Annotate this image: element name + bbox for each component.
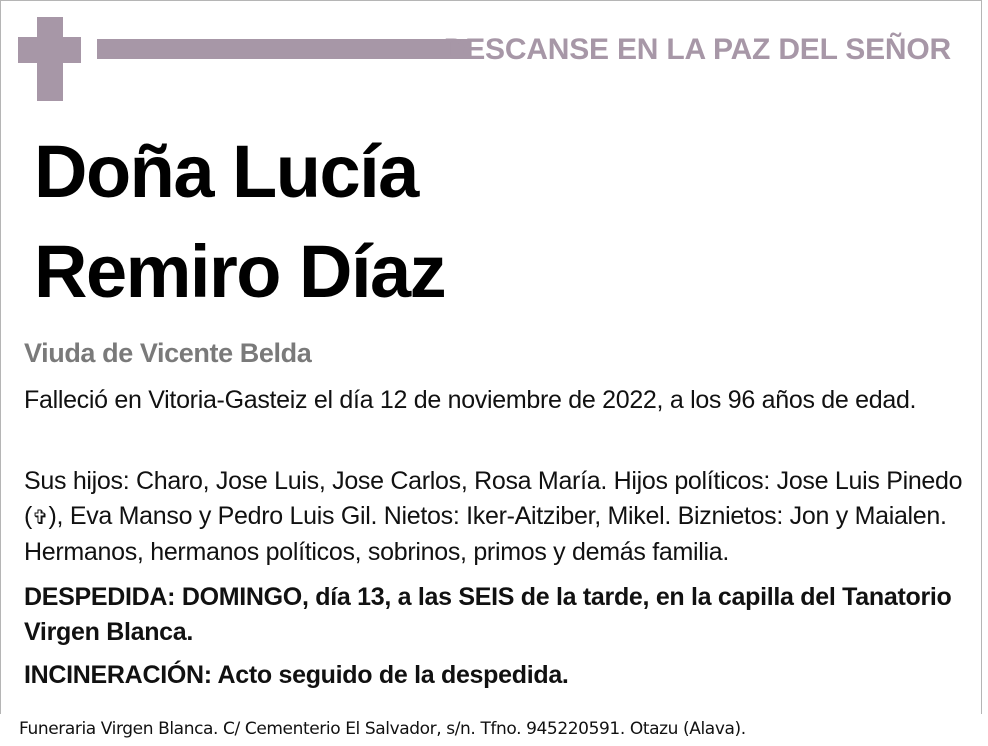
farewell-notice: DESPEDIDA: DOMINGO, día 13, a las SEIS de la tarde, en la capilla del Tanatorio Virgen Blanca. <box>24 583 952 646</box>
banner-text: DESCANSE EN LA PAZ DEL SEÑOR <box>443 33 951 66</box>
family-list-part2: ), Eva Manso y Pedro Luis Gil. Nietos: Iker-Aitziber, Mikel. Biznietos: Jon y Maialen. Hermanos, hermanos políticos, sobrinos, primos y demás familia. <box>24 502 947 566</box>
cremation-notice: INCINERACIÓN: Acto seguido de la despedida. <box>24 661 569 689</box>
funeral-home-footer: Funeraria Virgen Blanca. C/ Cementerio El Salvador, s/n. Tfno. 945220591. Otazu (Alava). <box>19 719 746 739</box>
cross-horizontal-bar <box>18 37 81 63</box>
deceased-cross-icon: ✞ <box>32 505 49 529</box>
family-list <box>24 464 964 570</box>
header-rule <box>97 39 471 59</box>
deceased-name-line2: Remiro Díaz <box>34 230 446 313</box>
widow-of: Viuda de Vicente Belda <box>24 338 312 368</box>
family-list-part1: Sus hijos: Charo, Jose Luis, Jose Carlos, Rosa María. Hijos políticos: Jose Luis Pinedo ( <box>24 467 963 530</box>
deceased-name-line1: Doña Lucía <box>34 130 418 213</box>
death-notice: Falleció en Vitoria-Gasteiz el día 12 de noviembre de 2022, a los 96 años de edad. <box>24 386 917 414</box>
